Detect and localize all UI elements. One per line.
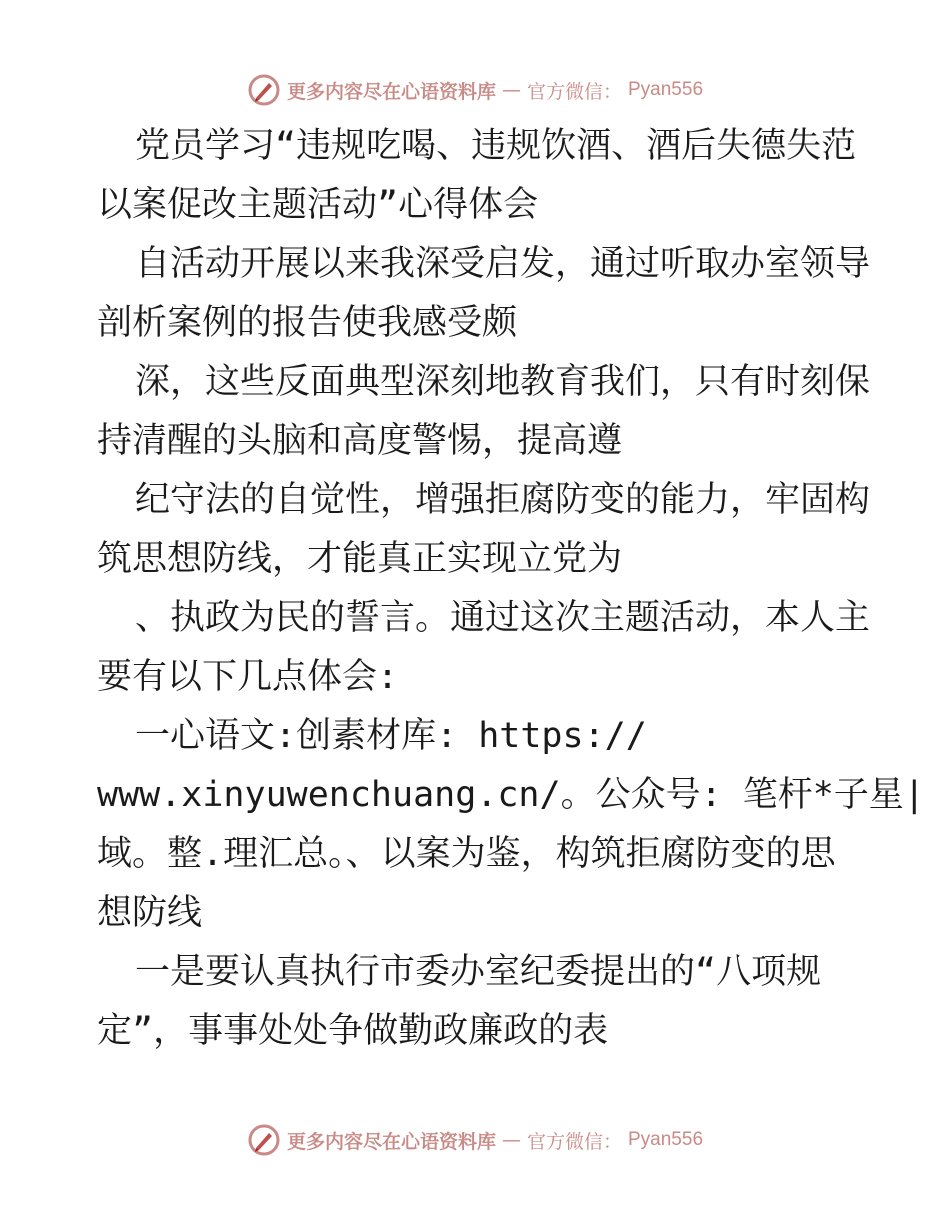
header-wechat-label: 官方微信： [526, 80, 622, 103]
footer-dash: — [501, 1129, 521, 1151]
pen-logo-icon [247, 73, 281, 107]
document-body [97, 117, 925, 1061]
header-banner [0, 70, 950, 110]
pen-logo-icon [247, 1123, 281, 1157]
body-line: 一是要认真执行市委办室纪委提出的“八项规 [135, 952, 822, 992]
body-line: 自活动开展以来我深受启发，通过听取办室领导 [135, 244, 871, 284]
body-line: 以案促改主题活动”心得体会 [97, 185, 539, 225]
header-dash: — [501, 79, 521, 101]
body-line: 深，这些反面典型深刻地教育我们，只有时刻保 [135, 362, 871, 402]
body-line: 定”，事事处处争做勤政廉政的表 [97, 1011, 609, 1051]
body-line: 纪守法的自觉性，增强拒腐防变的能力，牢固构 [135, 480, 871, 520]
body-line: 剖析案例的报告使我感受颇 [97, 303, 518, 343]
footer-wechat-label: 官方微信： [526, 1130, 622, 1153]
footer-brand-text: 更多内容尽在心语资料库 [286, 1130, 496, 1153]
body-line: www.xinyuwenchuang.cn/。公众号: 笔杆*子星| [97, 775, 925, 815]
body-line: 一心语文:创素材库: https:// [135, 716, 647, 756]
body-line: 想防线 [97, 893, 203, 933]
body-line: 、执政为民的誓言。通过这次主题活动，本人主 [135, 598, 871, 638]
footer-wechat-id: Pyan556 [628, 1129, 704, 1150]
body-line: 党员学习“违规吃喝、违规饮酒、酒后失德失范 [135, 126, 857, 166]
header-brand-text: 更多内容尽在心语资料库 [286, 80, 496, 103]
footer-banner [0, 1120, 950, 1160]
body-line: 筑思想防线，才能真正实现立党为 [97, 539, 623, 579]
body-line: 域。整.理汇总。、以案为鉴，构筑拒腐防变的思 [97, 834, 836, 874]
body-line: 要有以下几点体会: [97, 657, 399, 697]
header-wechat-id: Pyan556 [628, 79, 704, 100]
body-line: 持清醒的头脑和高度警惕，提高遵 [97, 421, 623, 461]
